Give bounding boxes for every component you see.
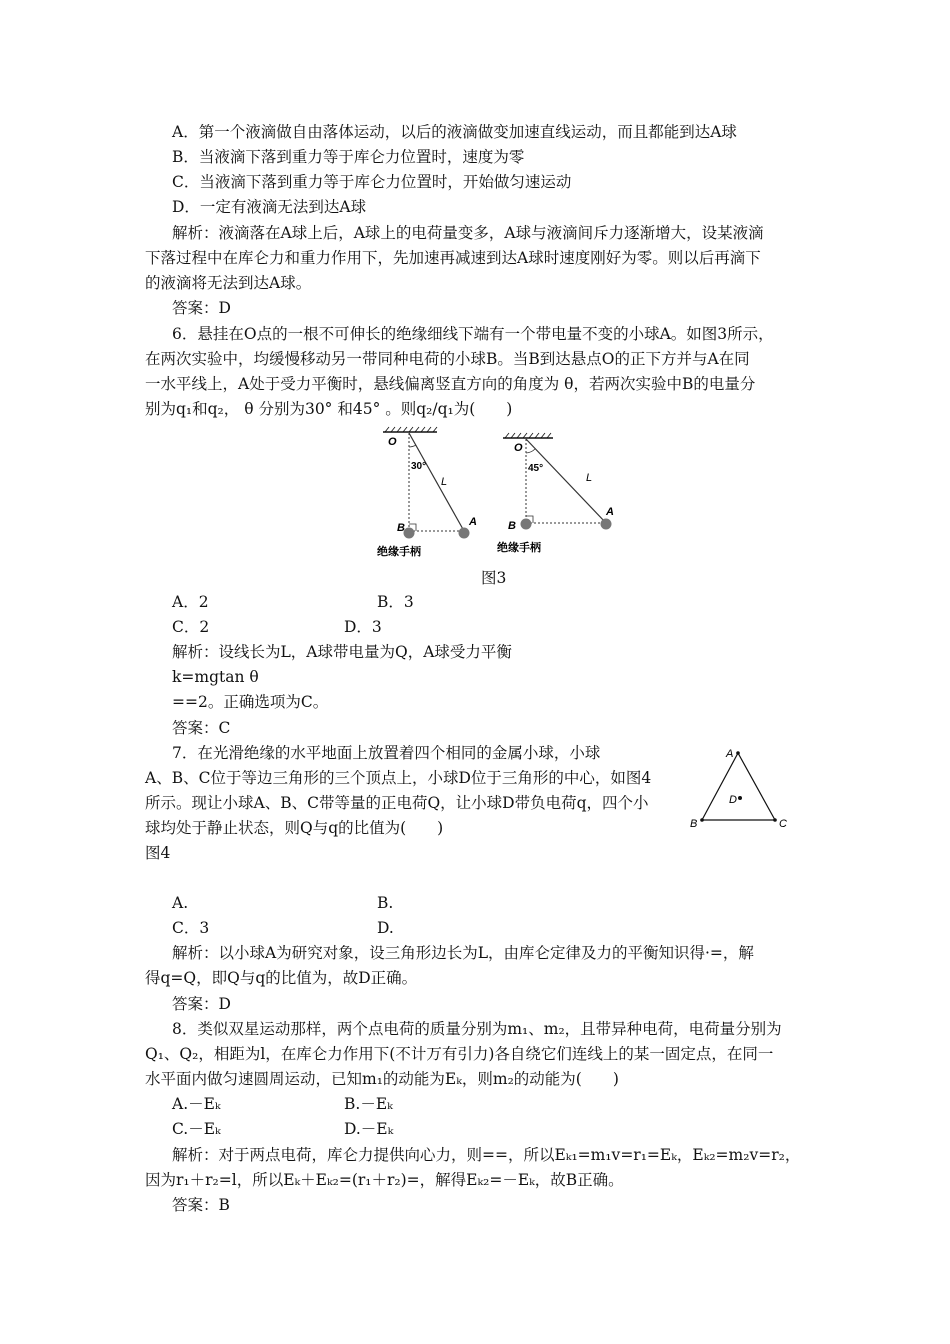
- q7-solution-line2: 得q=Q，即Q与q的比值为，故D正确。: [145, 969, 418, 987]
- figure-3-right-setup: [497, 433, 614, 554]
- q6-option-c: C．2: [172, 618, 210, 636]
- q5-solution-line2: 下落过程中在库仑力和重力作用下，先加速再减速到达A球时速度刚好为零。则以后再滴下: [145, 249, 761, 267]
- fig4-label-b: B: [690, 818, 698, 830]
- fig3-left-label-o: O: [388, 436, 397, 448]
- q6-option-b: B．3: [377, 593, 414, 611]
- fig3-right-label-a: A: [606, 506, 614, 518]
- fig4-label-a: A: [726, 748, 734, 760]
- q8-option-b: B.－Eₖ: [344, 1095, 393, 1113]
- q6-solution-line3: ==2。正确选项为C。: [172, 693, 329, 711]
- fig3-right-angle-label: 45°: [528, 463, 544, 474]
- fig3-right-label-l: L: [586, 472, 593, 484]
- q8-stem-line1: 8．类似双星运动那样，两个点电荷的质量分别为m₁、m₂，且带异种电荷，电荷量分别为: [172, 1020, 782, 1038]
- fig4-label-c: C: [779, 818, 787, 830]
- fig4-label-d: D: [729, 794, 737, 806]
- q6-solution-line2: k=mgtan θ: [172, 668, 259, 686]
- fig3-right-label-o: O: [514, 442, 523, 454]
- fig3-right-label-b: B: [508, 520, 516, 532]
- figure-3-left-setup: [377, 427, 477, 558]
- fig3-left-label-a: A: [469, 516, 477, 528]
- fig3-right-handle-label: 绝缘手柄: [497, 542, 541, 554]
- figure-4-triangle-diagram: [685, 745, 795, 835]
- q5-option-c: C．当液滴下落到重力等于库仑力位置时，开始做匀速运动: [172, 173, 572, 191]
- q7-option-a: A.: [172, 894, 189, 912]
- q6-stem-line1: 6．悬挂在O点的一根不可伸长的绝缘细线下端有一个带电量不变的小球A。如图3所示，: [172, 325, 774, 343]
- q8-stem-line3: 水平面内做匀速圆周运动，已知m₁的动能为Eₖ，则m₂的动能为( ): [145, 1070, 619, 1088]
- fig3-left-label-l: L: [441, 476, 448, 488]
- fig3-left-handle-label: 绝缘手柄: [377, 546, 421, 558]
- figure-3-pendulum-diagram: [375, 425, 625, 560]
- q5-answer: 答案：D: [172, 299, 231, 317]
- q5-solution-line3: 的液滴将无法到达A球。: [145, 274, 312, 292]
- q6-option-d: D．3: [344, 618, 382, 636]
- q5-option-b: B．当液滴下落到重力等于库仑力位置时，速度为零: [172, 148, 525, 166]
- q7-stem-line3: 所示。现让小球A、B、C带等量的正电荷Q，让小球D带负电荷q，四个小: [145, 794, 649, 812]
- q7-stem-line4: 球均处于静止状态，则Q与q的比值为( ): [145, 819, 444, 837]
- q8-option-a: A.－Eₖ: [172, 1095, 221, 1113]
- q6-solution-line1: 解析：设线长为L，A球带电量为Q，A球受力平衡: [172, 643, 512, 661]
- q6-stem-line3: 一水平线上，A处于受力平衡时，悬线偏离竖直方向的角度为 θ，若两次实验中B的电量分: [145, 375, 756, 393]
- q7-stem-line2: A、B、C位于等边三角形的三个顶点上，小球D位于三角形的中心，如图4: [145, 769, 652, 787]
- q6-option-a: A．2: [172, 593, 209, 611]
- q7-option-b: B.: [377, 894, 394, 912]
- q5-solution-line1: 解析：液滴落在A球上后，A球上的电荷量变多，A球与液滴间斥力逐渐增大，设某液滴: [172, 224, 764, 242]
- q8-solution-line2: 因为r₁＋r₂=l，所以Eₖ＋Eₖ₂=(r₁＋r₂)=，解得Eₖ₂=－Eₖ，故B正确。: [145, 1171, 624, 1189]
- q7-option-c: C．3: [172, 919, 210, 937]
- q5-option-d: D．一定有液滴无法到达A球: [172, 198, 367, 216]
- q7-answer: 答案：D: [172, 995, 231, 1013]
- q8-option-d: D.－Eₖ: [344, 1120, 394, 1138]
- figure-4-caption: 图4: [145, 844, 171, 862]
- q5-option-a: A．第一个液滴做自由落体运动，以后的液滴做变加速直线运动，而且都能到达A球: [172, 123, 737, 141]
- q6-stem-line2: 在两次实验中，均缓慢移动另一带同种电荷的小球B。当B到达悬点O的正下方并与A在同: [145, 350, 750, 368]
- q7-option-d: D.: [377, 919, 394, 937]
- q8-answer: 答案：B: [172, 1196, 230, 1214]
- q8-option-c: C.－Eₖ: [172, 1120, 221, 1138]
- q8-solution-line1: 解析：对于两点电荷，库仑力提供向心力，则==，所以Eₖ₁=m₁v=r₁=Eₖ，Eₖ₂=m₂v=r₂，: [172, 1146, 801, 1164]
- fig3-left-angle-label: 30°: [411, 461, 427, 472]
- figure-3-caption: 图3: [481, 569, 507, 587]
- fig3-left-label-b: B: [397, 522, 405, 534]
- q7-solution-line1: 解析：以小球A为研究对象，设三角形边长为L，由库仑定律及力的平衡知识得·=，解: [172, 944, 754, 962]
- q6-answer: 答案：C: [172, 719, 231, 737]
- q7-stem-line1: 7．在光滑绝缘的水平地面上放置着四个相同的金属小球，小球: [172, 744, 601, 762]
- q8-stem-line2: Q₁、Q₂，相距为l，在库仑力作用下(不计万有引力)各自绕它们连线上的某一固定点，在同一: [145, 1045, 774, 1063]
- q6-stem-line4: 别为q₁和q₂， θ 分别为30° 和45° 。则q₂/q₁为( ): [145, 400, 513, 418]
